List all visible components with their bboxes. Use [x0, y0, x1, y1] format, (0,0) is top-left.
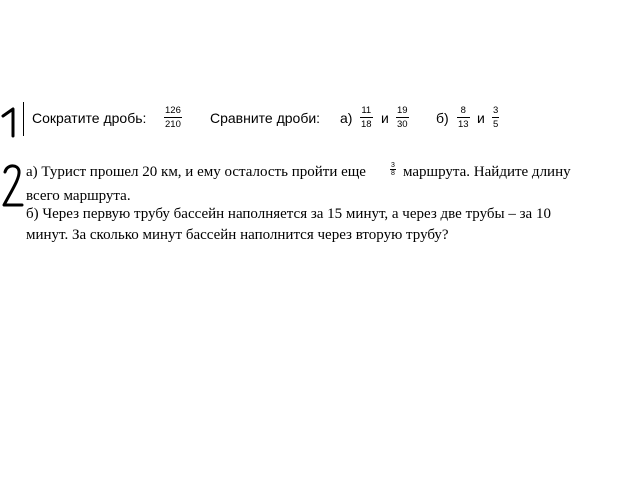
and-b: и	[477, 110, 485, 126]
compare-b-right-fraction	[492, 105, 499, 130]
fraction-denominator: 210	[165, 119, 181, 130]
fraction-numerator: 8	[460, 105, 466, 116]
fraction-numerator: 126	[165, 105, 181, 116]
reduce-label: Сократите дробь:	[32, 110, 147, 126]
separator-line-1	[23, 102, 24, 136]
compare-a-right-fraction	[396, 105, 409, 130]
handwritten-number-2	[0, 160, 26, 212]
fraction-denominator: 18	[361, 119, 372, 130]
fraction-bar	[164, 117, 182, 118]
fraction-bar	[492, 117, 499, 118]
fraction-denominator: 13	[458, 119, 469, 130]
part-a-label: а)	[340, 110, 353, 126]
task2-a-text-start: а) Турист прошел 20 км, и ему осталость пройти еще	[26, 164, 366, 180]
task2-a-fraction	[390, 162, 396, 177]
task2-a-text-end: маршрута. Найдите длину	[403, 164, 571, 180]
fraction-numerator: 11	[361, 105, 372, 116]
fraction-numerator: 19	[397, 105, 408, 116]
compare-a-left-fraction	[360, 105, 373, 130]
fraction-bar	[360, 117, 373, 118]
fraction-denominator: 8	[391, 170, 395, 177]
fraction-bar	[396, 117, 409, 118]
handwritten-number-1	[0, 100, 24, 140]
compare-b-left-fraction	[457, 105, 470, 130]
and-a: и	[381, 110, 389, 126]
fraction-numerator: 3	[391, 162, 395, 169]
fraction-denominator: 5	[493, 119, 499, 130]
task2-b-text-line1: б) Через первую трубу бассейн наполняется за 15 минут, а через две трубы – за 10	[26, 206, 551, 222]
compare-label: Сравните дроби:	[210, 110, 321, 126]
reduce-fraction	[164, 105, 182, 130]
task2-a-text-line2: всего маршрута.	[26, 188, 131, 204]
fraction-denominator: 30	[397, 119, 408, 130]
fraction-numerator: 3	[493, 105, 499, 116]
part-b-label: б)	[436, 110, 449, 126]
task2-b-text-line2: минут. За сколько минут бассейн наполнится через вторую трубу?	[26, 227, 449, 243]
fraction-bar	[457, 117, 470, 118]
